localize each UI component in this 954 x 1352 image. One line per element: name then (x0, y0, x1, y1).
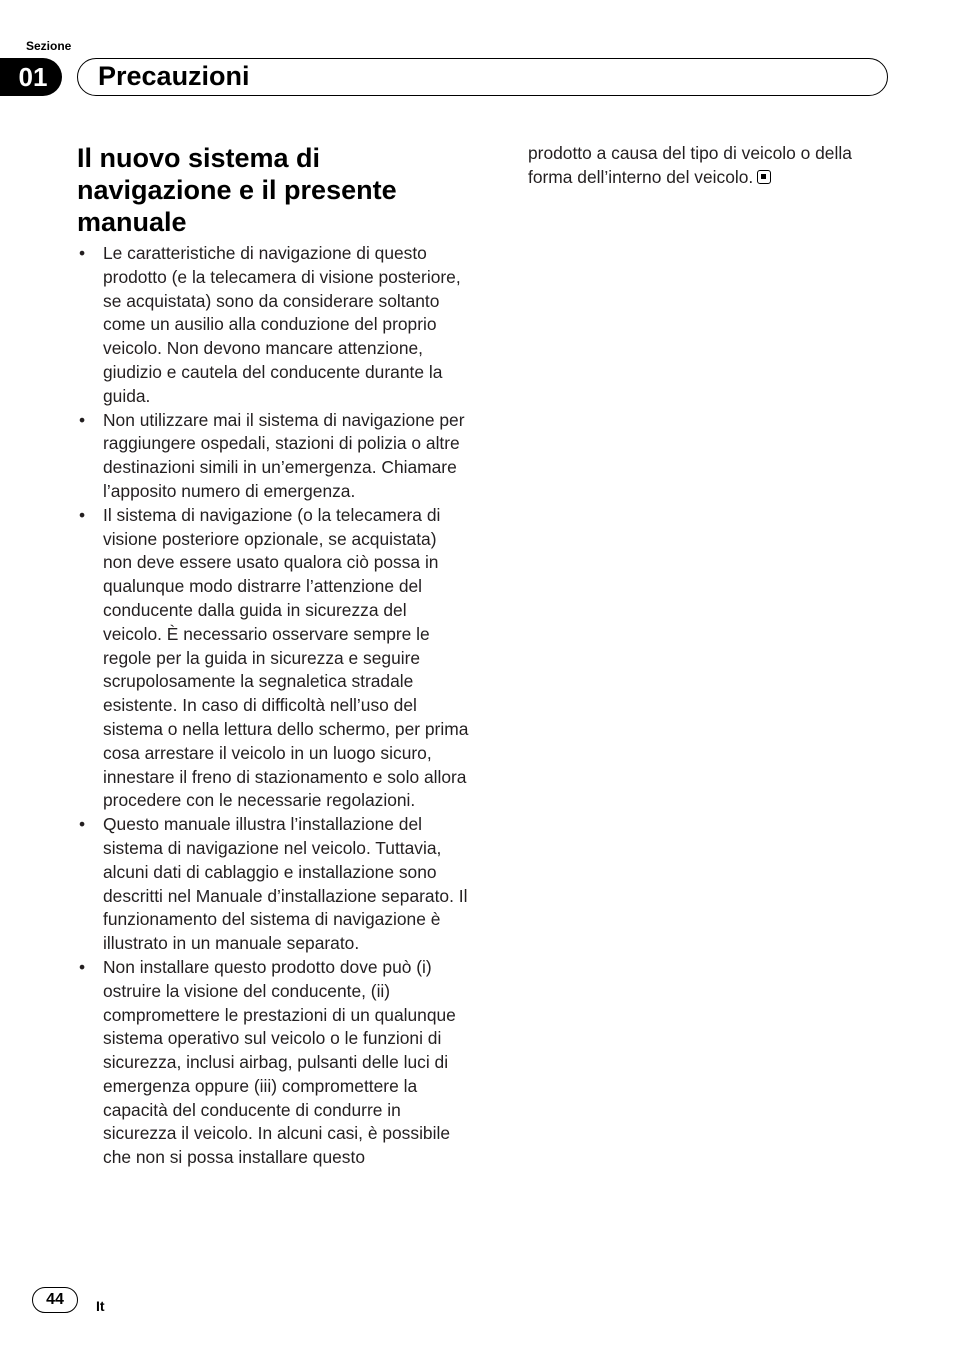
bullet-icon: • (79, 243, 86, 263)
right-column (528, 142, 898, 190)
bullet-icon: • (79, 814, 86, 835)
bullet-icon: • (79, 409, 86, 430)
list-item-text: Il sistema di navigazione (o la telecamera di visione posteriore opzionale, se acquistata) non deve essere usato qualora ciò possa in qualunque modo distrarre l’attenzione del conducente dalla guida in sicurezza del veicolo. È necessario osservare sempre le regole per la guida in sicurezza e seguire scrupolosamente la segnaletica stradale esistente. In caso di difficoltà nell’uso del sistema o nella lettura dello schermo, per prima cosa arrestare il veicolo in un luogo sicuro, innestare il freno di stazionamento e solo allora procedere con le necessarie regolazioni. (103, 504, 469, 811)
list-item-text: Questo manuale illustra l’installazione del sistema di navigazione nel veicolo. Tuttavia, alcuni dati di cablaggio e installazione sono descritti nel Manuale d’installazione separato. Il funzionamento del sistema di navigazione è illustrato in un manuale separato. (103, 814, 468, 954)
list-item (77, 813, 469, 956)
list-item-text: Non utilizzare mai il sistema di navigazione per raggiungere ospedali, stazioni di polizia o altre destinazioni simili in un’emergenza. Chiamare l’apposito numero di emergenza. (103, 409, 465, 501)
list-item-text: Non installare questo prodotto dove può (i) ostruire la visione del conducente, (ii) compromettere le prestazioni di un qualunque sistema operativo sul veicolo o le funzioni di sicurezza, inclusi airbag, pulsanti delle luci di emergenza oppure (iii) compromettere la capacità del conducente di condurre in sicurezza il veicolo. In alcuni casi, è possibile che non si possa installare questo (103, 956, 456, 1168)
section-label: Sezione (26, 39, 72, 53)
bullet-list (77, 242, 469, 1170)
end-of-section-icon (757, 170, 771, 184)
list-item (77, 956, 469, 1170)
page-number: 44 (32, 1287, 78, 1313)
left-column (77, 142, 469, 1170)
article-heading: Il nuovo sistema di navigazione e il presente manuale (77, 143, 397, 237)
list-item-text: Le caratteristiche di navigazione di questo prodotto (e la telecamera di visione posteriore, se acquistata) sono da considerare soltanto come un ausilio alla conduzione del proprio veicolo. Non devono mancare attenzione, giudizio e cautela del conducente durante la guida. (103, 243, 461, 406)
section-header-bar (77, 58, 888, 96)
list-item (77, 242, 469, 409)
section-title: Precauzioni (98, 61, 250, 91)
language-code: It (96, 1298, 105, 1314)
continuation-paragraph (528, 142, 898, 190)
list-item (77, 504, 469, 813)
section-number-badge: 01 (0, 58, 62, 96)
bullet-icon: • (79, 956, 86, 977)
list-item (77, 409, 469, 504)
bullet-icon: • (79, 504, 86, 525)
continuation-text: prodotto a causa del tipo di veicolo o della forma dell’interno del veicolo. (528, 143, 852, 187)
